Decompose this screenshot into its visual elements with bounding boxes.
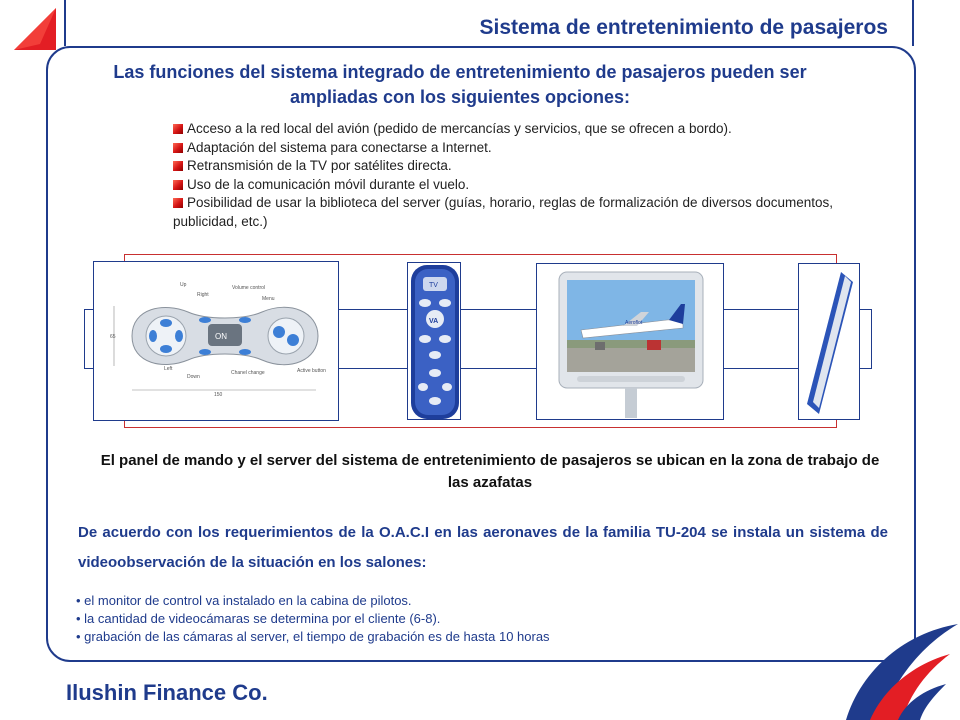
- remote-control-photo: [407, 262, 461, 420]
- svg-text:ON: ON: [215, 332, 227, 341]
- camera-list: [76, 592, 836, 646]
- list-item: • el monitor de control va instalado en la cabina de pilotos.: [76, 593, 412, 608]
- label-left: Left: [164, 366, 173, 372]
- svg-text:Aeroflot: Aeroflot: [625, 320, 643, 326]
- intro-heading: Las funciones del sistema integrado de entretenimiento de pasajeros pueden ser ampliadas con los siguientes opciones:: [113, 62, 807, 107]
- list-item: Uso de la comunicación móvil durante el vuelo.: [173, 176, 833, 195]
- red-square-bullet-icon: [173, 143, 183, 153]
- red-square-bullet-icon: [173, 124, 183, 134]
- red-square-bullet-icon: [173, 180, 183, 190]
- company-name: Ilushin Finance Co.: [66, 680, 268, 705]
- list-item: Adaptación del sistema para conectarse a Internet.: [173, 139, 833, 158]
- list-item: Retransmisión de la TV por satélites directa.: [173, 157, 833, 176]
- label-active: Active button: [297, 368, 326, 374]
- label-volume: Volume control: [232, 285, 266, 291]
- label-channel: Chanel change: [231, 370, 265, 376]
- list-item: • la cantidad de videocámaras se determina por el cliente (6-8).: [76, 611, 441, 626]
- page-title: Sistema de entretenimiento de pasajeros: [479, 16, 888, 39]
- control-panel-drawing: [93, 261, 339, 421]
- label-width: 150: [214, 392, 223, 398]
- swoosh-logo: [840, 610, 960, 720]
- label-menu: Menu: [262, 296, 275, 302]
- svg-text:VA: VA: [429, 318, 439, 325]
- monitor-photo: [536, 263, 724, 420]
- label-down: Down: [187, 374, 200, 380]
- requirement-text: De acuerdo con los requerimientos de la O.A.C.I en las aeronaves de la familia TU-204 se instala un sistema de videoobservación de la situación en los salones:: [78, 524, 888, 571]
- red-square-bullet-icon: [173, 161, 183, 171]
- label-up: Up: [180, 282, 187, 288]
- top-vertical-rule: [64, 0, 66, 46]
- list-item: Acceso a la red local del avión (pedido de mercancías y servicios, que se ofrecen a bordo).: [173, 120, 833, 139]
- options-list: [173, 120, 833, 231]
- monitor-side-photo: [798, 263, 860, 420]
- label-height: 65: [110, 334, 116, 340]
- list-item: Posibilidad de usar la biblioteca del server (guías, horario, reglas de formalización de diversos documentos, publicidad, etc.): [173, 195, 833, 229]
- label-right: Right: [197, 292, 209, 298]
- list-item: • grabación de las cámaras al server, el tiempo de grabación es de hasta 10 horas: [76, 629, 550, 644]
- photo-caption: El panel de mando y el server del sistema de entretenimiento de pasajeros se ubican en la zona de trabajo de las azafatas: [100, 452, 880, 491]
- top-right-rule: [912, 0, 914, 46]
- svg-text:TV: TV: [429, 282, 438, 289]
- red-square-bullet-icon: [173, 198, 183, 208]
